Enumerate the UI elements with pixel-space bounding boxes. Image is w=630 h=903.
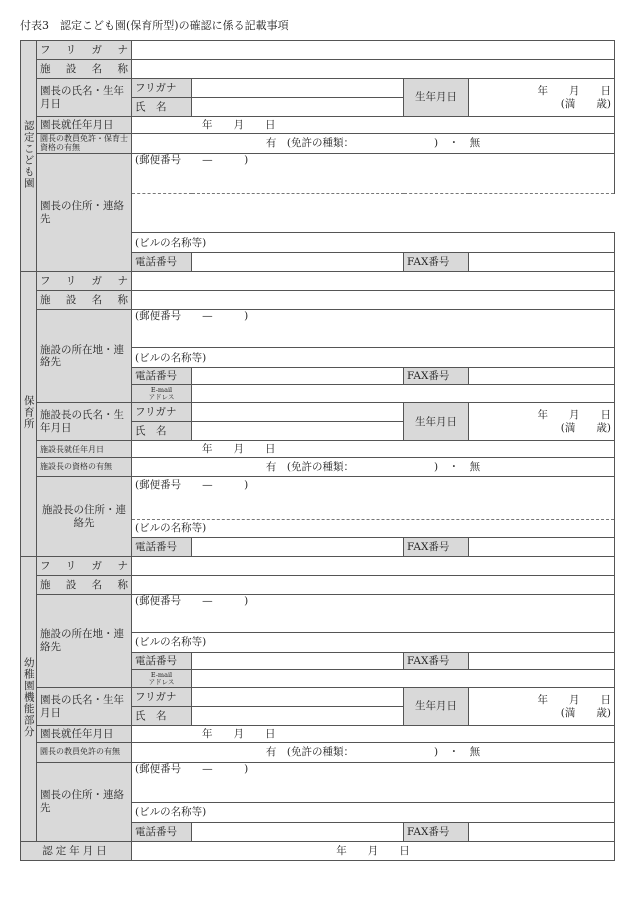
head-since-label: 園長就任年月日 bbox=[37, 117, 132, 134]
fax-label: FAX番号 bbox=[404, 823, 469, 842]
license-field[interactable]: 有 (免許の種類： ) ・ 無 bbox=[132, 743, 615, 763]
head-since-field[interactable]: 年 月 日 bbox=[132, 441, 615, 458]
phone-label: 電話番号 bbox=[132, 253, 192, 272]
head-furigana-field[interactable] bbox=[192, 79, 404, 98]
phone-label: 電話番号 bbox=[132, 653, 192, 670]
furigana-field[interactable] bbox=[132, 272, 615, 291]
email-field[interactable] bbox=[192, 385, 615, 403]
confirmation-form bbox=[20, 40, 614, 861]
head-furigana-label: フリガナ bbox=[132, 79, 192, 98]
phone-field[interactable] bbox=[192, 653, 404, 670]
furigana-label: フリガナ bbox=[37, 41, 132, 60]
head-furigana-label: フリガナ bbox=[132, 403, 192, 422]
fax-field[interactable] bbox=[469, 368, 615, 385]
license-label: 施設長の資格の有無 bbox=[37, 458, 132, 477]
facility-name-field[interactable] bbox=[132, 291, 615, 310]
furigana-label: フリガナ bbox=[37, 557, 132, 576]
building-field[interactable]: (ビルの名称等) bbox=[132, 633, 615, 653]
facility-name-field[interactable] bbox=[132, 60, 615, 79]
furigana-label: フリガナ bbox=[37, 272, 132, 291]
head-name-label: 園長の氏名・生年月日 bbox=[37, 688, 132, 726]
fax-label: FAX番号 bbox=[404, 368, 469, 385]
location-label: 施設の所在地・連絡先 bbox=[37, 595, 132, 688]
address-label: 園長の住所・連絡先 bbox=[37, 154, 132, 272]
head-name-label: 園長の氏名・生年月日 bbox=[37, 79, 132, 117]
building-field[interactable]: (ビルの名称等) bbox=[132, 348, 615, 368]
head-since-field[interactable]: 年 月 日 bbox=[132, 117, 615, 134]
fax-field[interactable] bbox=[469, 538, 615, 557]
fax-label: FAX番号 bbox=[404, 253, 469, 272]
phone-field[interactable] bbox=[192, 823, 404, 842]
license-label: 園長の教員免許・保育士資格の有無 bbox=[37, 134, 132, 154]
email-label: E-mail アドレス bbox=[132, 670, 192, 688]
facility-name-label: 施設名称 bbox=[37, 60, 132, 79]
postal-field[interactable]: (郵便番号 — ) bbox=[132, 477, 614, 520]
phone-label: 電話番号 bbox=[132, 538, 192, 557]
furigana-field[interactable] bbox=[132, 41, 615, 60]
phone-field[interactable] bbox=[192, 368, 404, 385]
birthdate-field[interactable]: 年 月 日 (満 歳) bbox=[469, 403, 615, 441]
head-furigana-field[interactable] bbox=[192, 688, 404, 707]
address-block bbox=[132, 477, 615, 538]
head-since-field[interactable]: 年 月 日 bbox=[132, 726, 615, 743]
building-field[interactable]: (ビルの名称等) bbox=[132, 803, 615, 823]
fax-field[interactable] bbox=[469, 823, 615, 842]
section-hoikusho: 保育所 bbox=[21, 272, 37, 557]
head-furigana-field[interactable] bbox=[192, 403, 404, 422]
head-name-field[interactable] bbox=[192, 707, 404, 726]
head-name-small-label: 氏 名 bbox=[132, 422, 192, 441]
phone-field[interactable] bbox=[192, 538, 404, 557]
postal-field[interactable]: (郵便番号 — ) bbox=[132, 310, 615, 348]
head-name-field[interactable] bbox=[192, 422, 404, 441]
postal-field[interactable]: (郵便番号 — ) bbox=[132, 595, 615, 633]
email-field[interactable] bbox=[192, 670, 615, 688]
license-label: 園長の教員免許の有無 bbox=[37, 743, 132, 763]
head-name-small-label: 氏 名 bbox=[132, 707, 192, 726]
birthdate-label: 生年月日 bbox=[404, 403, 469, 441]
email-label: E-mail アドレス bbox=[132, 385, 192, 403]
phone-field[interactable] bbox=[192, 253, 404, 272]
location-label: 施設の所在地・連絡先 bbox=[37, 310, 132, 403]
address-label: 施設長の住所・連絡先 bbox=[37, 477, 132, 557]
address-label: 園長の住所・連絡先 bbox=[37, 763, 132, 842]
head-name-field[interactable] bbox=[192, 98, 404, 117]
building-field[interactable]: (ビルの名称等) bbox=[135, 522, 207, 535]
fax-label: FAX番号 bbox=[404, 653, 469, 670]
birthdate-label: 生年月日 bbox=[404, 688, 469, 726]
certification-date-field[interactable]: 年 月 日 bbox=[132, 842, 615, 861]
section-kodomoen: 認定こども園 bbox=[21, 41, 37, 272]
section-youchien: 幼稚園機能部分 bbox=[21, 557, 37, 842]
facility-name-field[interactable] bbox=[132, 576, 615, 595]
postal-field[interactable]: (郵便番号 — ) bbox=[132, 763, 615, 803]
facility-name-label: 施設名称 bbox=[37, 576, 132, 595]
facility-name-label: 施設名称 bbox=[37, 291, 132, 310]
head-name-label: 施設長の氏名・生年月日 bbox=[37, 403, 132, 441]
head-since-label: 施設長就任年月日 bbox=[37, 441, 132, 458]
head-name-small-label: 氏 名 bbox=[132, 98, 192, 117]
certification-date-label: 認定年月日 bbox=[21, 842, 132, 861]
postal-field[interactable]: (郵便番号 — ) bbox=[132, 154, 615, 194]
birthdate-label: 生年月日 bbox=[404, 79, 469, 117]
phone-label: 電話番号 bbox=[132, 823, 192, 842]
birthdate-field[interactable]: 年 月 日 (満 歳) bbox=[469, 79, 615, 117]
head-furigana-label: フリガナ bbox=[132, 688, 192, 707]
birthdate-field[interactable]: 年 月 日 (満 歳) bbox=[469, 688, 615, 726]
license-field[interactable]: 有 (免許の種類： ) ・ 無 bbox=[132, 458, 615, 477]
building-field[interactable]: (ビルの名称等) bbox=[132, 233, 615, 253]
fax-field[interactable] bbox=[469, 653, 615, 670]
fax-label: FAX番号 bbox=[404, 538, 469, 557]
head-since-label: 園長就任年月日 bbox=[37, 726, 132, 743]
page-title: 付表3 認定こども園(保育所型)の確認に係る記載事項 bbox=[20, 19, 289, 32]
phone-label: 電話番号 bbox=[132, 368, 192, 385]
furigana-field[interactable] bbox=[132, 557, 615, 576]
fax-field[interactable] bbox=[469, 253, 615, 272]
form-table bbox=[20, 40, 615, 861]
license-field[interactable]: 有 (免許の種類： ) ・ 無 bbox=[132, 134, 615, 154]
